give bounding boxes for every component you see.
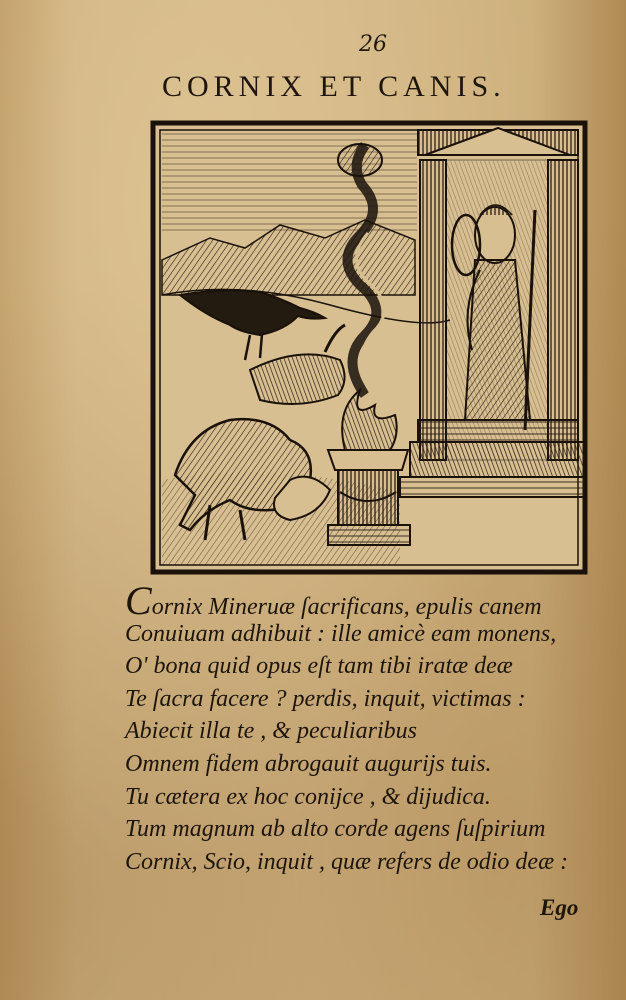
page-number: 26 <box>359 32 387 57</box>
verse-line-8: Tum magnum ab alto corde agens ſuſpirium <box>125 816 546 843</box>
verse-line-4: Te ſacra facere ? perdis, inquit, victimas : <box>125 685 526 712</box>
verse-line-1 <box>125 578 605 623</box>
verse-line-9: Cornix, Scio, inquit , quæ refers de odio deæ : <box>125 848 569 875</box>
catchword: Ego <box>540 895 579 920</box>
initial-letter: C <box>125 578 152 623</box>
page-title: CORNIX ET CANIS. <box>162 70 506 103</box>
verse-text: ornix Mineruæ ſacrificans, epulis canem <box>151 594 542 620</box>
verse-line-6: Omnem fidem abrogauit augurijs tuis. <box>125 750 492 777</box>
woodcut-crow-dog-altar-minerva-icon <box>150 120 588 575</box>
woodcut-illustration <box>150 120 588 575</box>
verse-line-3: O' bona quid opus eſt tam tibi iratæ deæ <box>125 653 513 680</box>
poem <box>125 578 605 878</box>
verse-line-5: Abiecit illa te , & peculiaribus <box>125 718 417 745</box>
verse-line-2: Conuiuam adhibuit : ille amicè eam monens, <box>125 620 557 647</box>
verse-line-7: Tu cætera ex hoc conijce , & dijudica. <box>125 783 491 810</box>
